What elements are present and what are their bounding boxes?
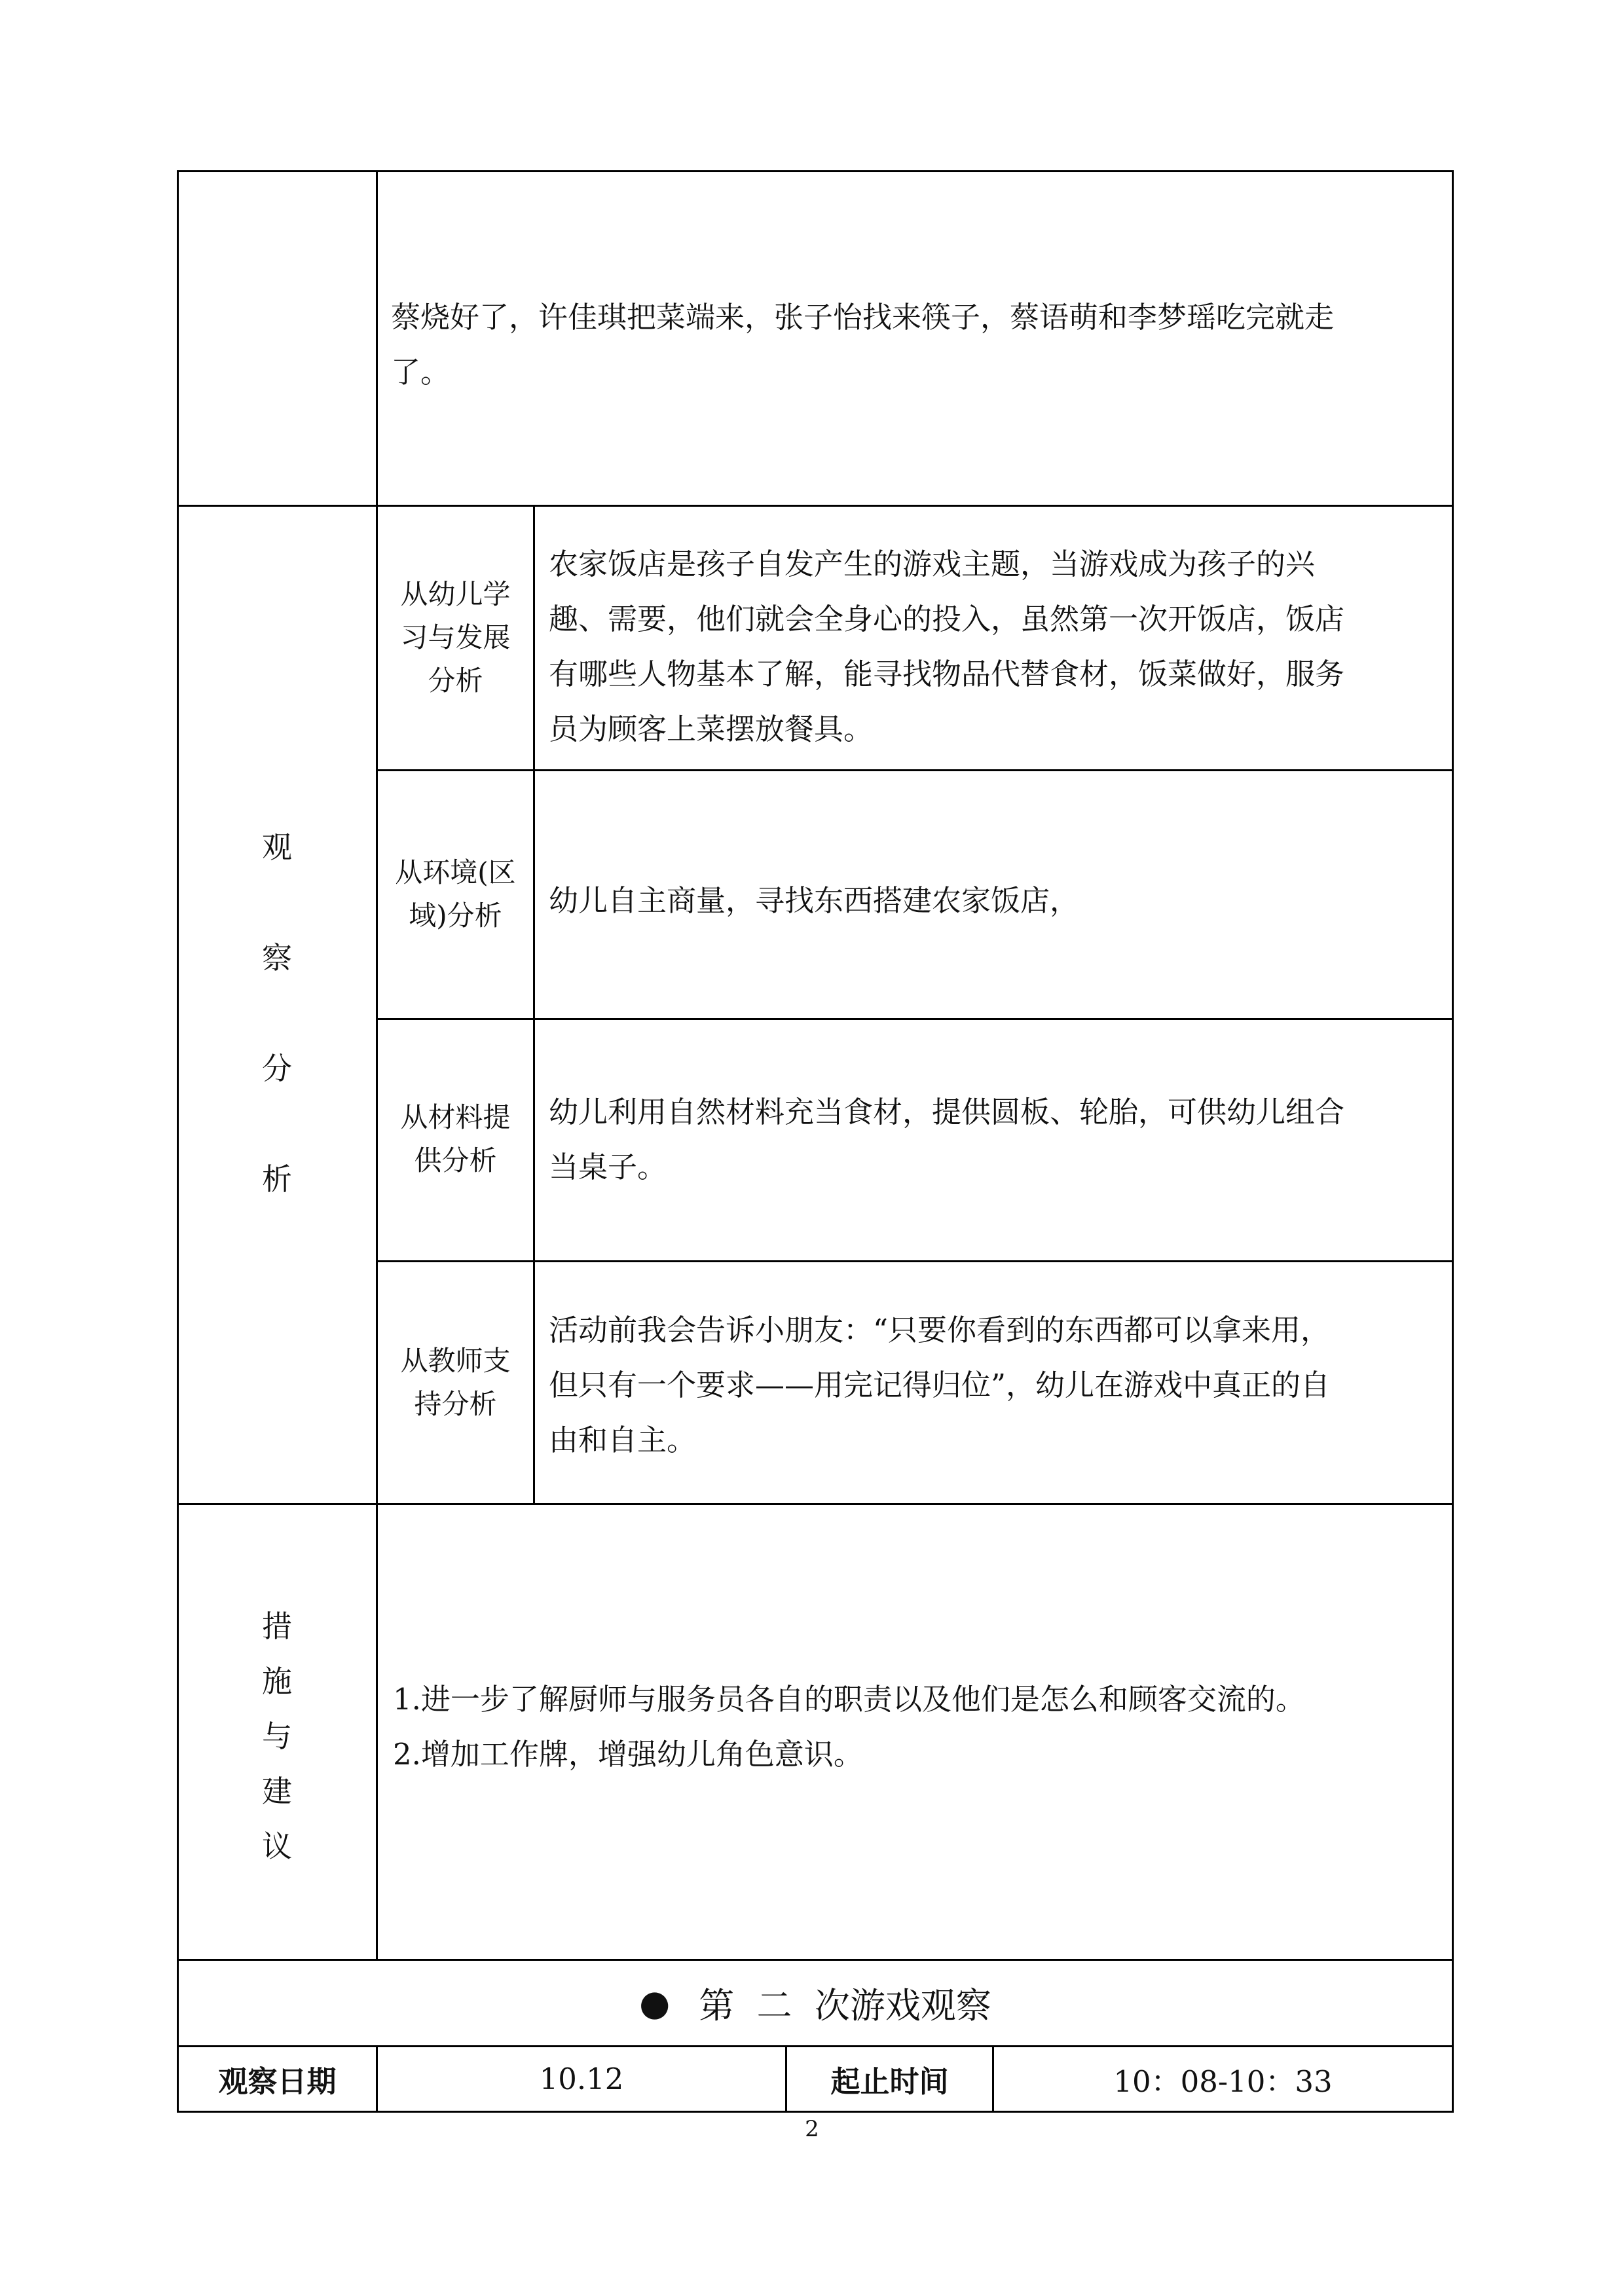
measures-line-2: 2.增加工作牌，增强幼儿角色意识。 xyxy=(393,1737,863,1772)
observation-date-label: 观察日期 xyxy=(218,2064,337,2099)
analysis-heading-char-3: 分 xyxy=(262,1051,292,1086)
analysis-label-materials-line-1: 从材料提 xyxy=(400,1101,511,1133)
bullet-icon: ● xyxy=(639,1982,671,2024)
analysis-materials-line-2: 当桌子。 xyxy=(549,1150,667,1184)
second-observation-title: 第 二 次游戏观察 xyxy=(699,1985,991,2026)
measures-heading-char-5: 议 xyxy=(262,1829,292,1864)
analysis-label-teacher-line-2: 持分析 xyxy=(414,1388,497,1420)
table-rule-after-analysis xyxy=(177,1503,1454,1505)
analysis-learning-line-4: 员为顾客上菜摆放餐具。 xyxy=(549,712,874,746)
analysis-environment-line-1: 幼儿自主商量，寻找东西搭建农家饭店， xyxy=(549,883,1080,918)
analysis-heading-char-2: 察 xyxy=(262,940,292,975)
table-border-top xyxy=(177,170,1454,172)
measures-line-1: 1.进一步了解厨师与服务员各自的职责以及他们是怎么和顾客交流的。 xyxy=(393,1682,1305,1717)
table-border-left xyxy=(177,170,179,2113)
analysis-materials-line-1: 幼儿利用自然材料充当食材，提供圆板、轮胎，可供幼儿组合 xyxy=(549,1095,1345,1129)
analysis-label-environment-line-1: 从环境(区 xyxy=(395,856,516,888)
analysis-label-learning-line-1: 从幼儿学 xyxy=(400,578,511,610)
analysis-heading-char-4: 析 xyxy=(262,1161,292,1197)
analysis-label-learning-line-3: 分析 xyxy=(428,665,483,697)
measures-heading-char-1: 措 xyxy=(262,1609,292,1644)
table-rule-analysis-column xyxy=(533,505,535,1504)
analysis-label-learning-line-2: 习与发展 xyxy=(400,621,511,653)
analysis-teacher-line-3: 由和自主。 xyxy=(549,1423,697,1457)
second-observation-heading xyxy=(179,1961,1452,2045)
analysis-learning-line-2: 趣、需要，他们就会全身心的投入，虽然第一次开饭店，饭店 xyxy=(549,602,1345,636)
page-number: 2 xyxy=(805,2116,819,2142)
table-rule-analysis-1 xyxy=(377,769,1454,771)
continuation-line-1: 蔡烧好了，许佳琪把菜端来，张子怡找来筷子，蔡语萌和李梦瑶吃完就走 xyxy=(391,300,1335,335)
table-border-bottom xyxy=(177,2111,1454,2113)
analysis-label-environment-line-2: 域)分析 xyxy=(409,900,502,932)
measures-heading-char-3: 与 xyxy=(262,1719,292,1754)
analysis-label-materials-line-2: 供分析 xyxy=(414,1144,497,1176)
table-rule-analysis-2 xyxy=(377,1018,1454,1020)
table-rule-label-column xyxy=(376,170,378,1961)
measures-heading-char-4: 建 xyxy=(262,1774,292,1809)
table-border-right xyxy=(1452,170,1454,2113)
measures-heading-char-2: 施 xyxy=(262,1664,292,1699)
analysis-learning-line-1: 农家饭店是孩子自发产生的游戏主题，当游戏成为孩子的兴 xyxy=(549,547,1316,581)
continuation-line-2: 了。 xyxy=(391,355,451,390)
analysis-teacher-line-2: 但只有一个要求——用完记得归位”，幼儿在游戏中真正的自 xyxy=(549,1368,1331,1402)
observation-time-label: 起止时间 xyxy=(830,2064,949,2099)
table-rule-analysis-3 xyxy=(377,1260,1454,1262)
observation-date-value: 10.12 xyxy=(539,2062,624,2096)
observation-time-value: 10：08-10：33 xyxy=(1113,2064,1333,2099)
analysis-teacher-line-1: 活动前我会告诉小朋友：“只要你看到的东西都可以拿来用， xyxy=(549,1313,1331,1347)
analysis-learning-line-3: 有哪些人物基本了解，能寻找物品代替食材，饭菜做好，服务 xyxy=(549,657,1345,691)
analysis-heading-char-1: 观 xyxy=(262,829,292,865)
table-rule-after-continuation xyxy=(177,505,1454,507)
analysis-label-teacher-line-1: 从教师支 xyxy=(400,1345,511,1377)
